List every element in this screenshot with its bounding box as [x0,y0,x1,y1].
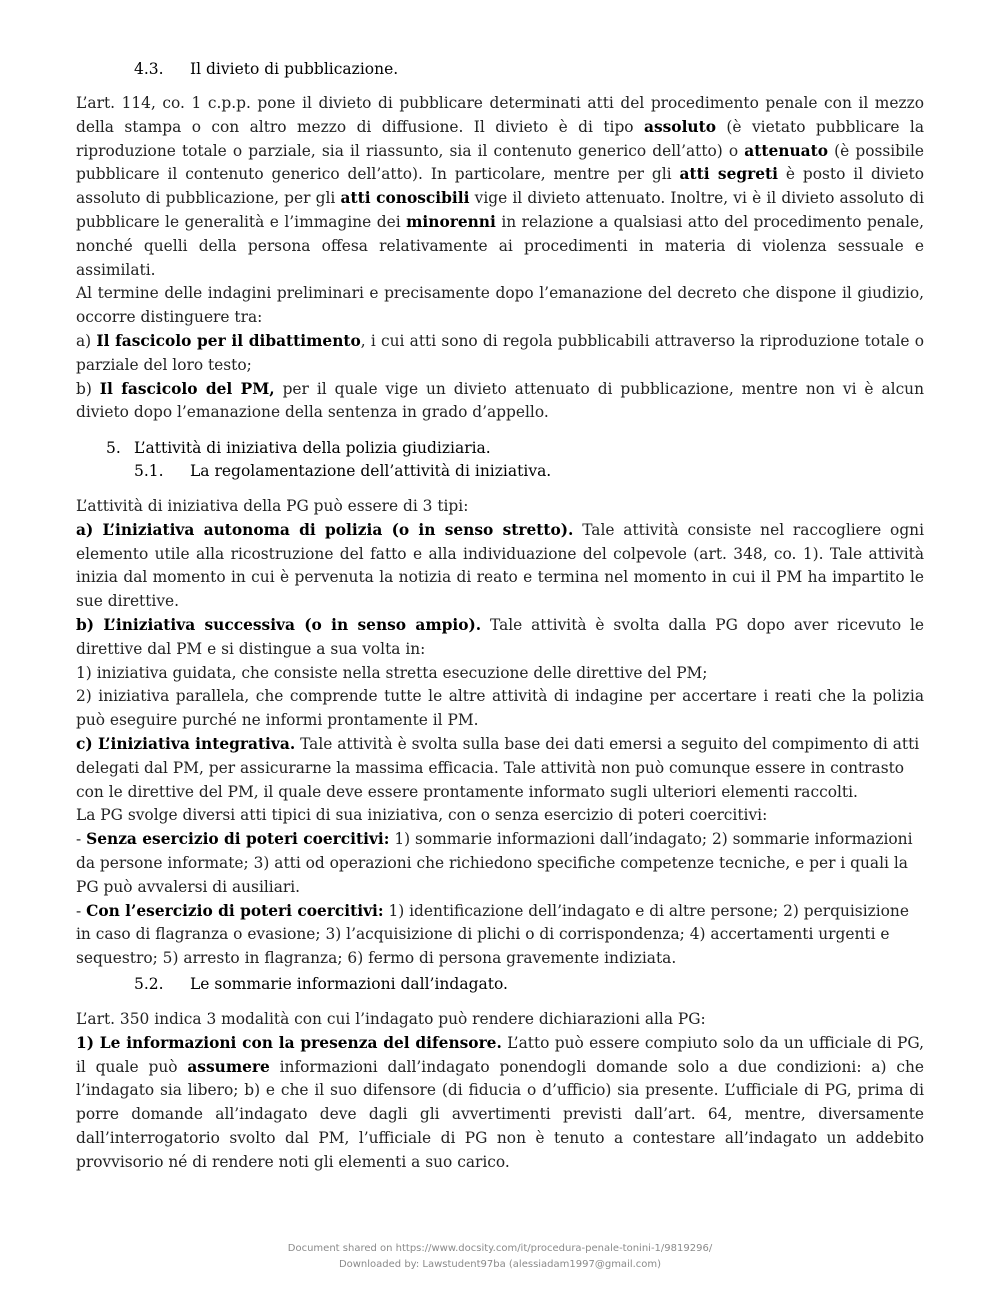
text-run: L’art. 114, co. 1 c.p.p. pone il divieto di pubblicare determinati atti del procedimento penale con il mezzo della stampa o con altro mezzo di diffusione. Il divieto è di tipo [76,94,924,136]
bold-term: 1) Le informazioni con la presenza del difensore. [76,1033,502,1052]
heading-4-3 [134,60,398,78]
list-marker: b) [76,379,100,398]
heading-title: Il divieto di pubblicazione. [190,60,399,78]
bold-term: a) L’iniziativa autonoma di polizia (o in senso stretto). [76,520,574,539]
list-marker: a) [76,331,97,350]
footer-shared-link: Document shared on https://www.docsity.com/it/procedura-penale-tonini-1/9819296/ [287,1243,713,1254]
heading-5-2 [134,975,508,993]
paragraph [76,614,924,662]
section-4-3-body [76,92,924,425]
paragraph [76,733,924,804]
bold-term: assumere [187,1057,270,1076]
heading-number: 5.1. [134,462,164,480]
list-item [76,900,924,971]
list-item [76,828,924,899]
text-run: Tale attività consiste nel raccogliere ogni elemento utile alla ricostruzione del fatto e alla individuazione del colpevole (art. 348, co. 1). Tale attività inizia dal momento in cui è pervenuta la notizia di reato e termina nel momento in cui il PM ha impartito le sue direttive. [76,520,925,611]
bold-term: Il fascicolo del PM, [99,379,275,398]
bold-term: Con l’esercizio di poteri coercitivi: [86,901,384,920]
text-run: (è possibile pubblicare il contenuto generico dell’atto). In particolare, mentre per gli [76,141,924,184]
bold-term: b) L’iniziativa successiva (o in senso ampio). [76,615,482,634]
list-marker: - [76,830,87,849]
paragraph [76,92,924,282]
heading-number: 4.3. [134,60,164,78]
paragraph: L’attività di iniziativa della PG può essere di 3 tipi: [76,497,469,515]
list-item: 1) iniziativa guidata, che consiste nella stretta esecuzione delle direttive del PM; [76,663,708,682]
bold-term: assoluto [644,117,716,136]
paragraph: L’art. 350 indica 3 modalità con cui l’indagato può rendere dichiarazioni alla PG: [76,1010,706,1028]
text-run: 1) identificazione dell’indagato e di altre persone; 2) perquisizione in caso di flagranza o evasione; 3) l’acquisizione di plichi o di corrispondenza; 4) accertamenti urgenti e sequestro; 5) arresto in flagranza; 6) fermo di persona gravemente indiziata. [76,901,909,968]
text-run: Tale attività è svolta sulla base dei dati emersi a seguito del compimento di atti delegati dal PM, per assicurarne la massima efficacia. Tale attività non può comunque essere in contrasto con le direttive del PM, il quale deve essere prontamente informato sugli ulteriori elementi raccolti. [76,734,920,801]
bold-term: attenuato [744,141,829,160]
text-run: (è vietato pubblicare la riproduzione totale o parziale, sia il riassunto, sia il contenuto generico dell’atto) o [76,117,925,160]
text-run: 1) sommarie informazioni dall’indagato; 2) sommarie informazioni da persone informate; 3) atti od operazioni che richiedono specifiche competenze tecniche, e per i quali la PG può avvalersi di ausiliari. [76,830,913,896]
text-run: Tale attività è svolta dalla PG dopo aver ricevuto le direttive dal PM e si distingue a sua volta in: [76,615,924,658]
footer-downloaded-by: Downloaded by: Lawstudent97ba (alessiadam1997@gmail.com) [338,1259,662,1270]
text-run: L’atto può essere compiuto solo da un ufficiale di PG, il quale può [76,1033,924,1076]
heading-title: Le sommarie informazioni dall’indagato. [190,975,508,993]
list-marker: - [76,901,87,920]
bold-term: minorenni [406,212,496,231]
heading-title: La regolamentazione dell’attività di iniziativa. [190,462,552,480]
paragraph [76,519,924,614]
section-5-2-body [76,1008,924,1175]
text-run: per il quale vige un divieto attenuato di pubblicazione, mentre non vi è alcun divieto dopo l’emanazione della sentenza in grado d’appello. [76,379,925,422]
heading-number: 5.2. [134,975,164,993]
bold-term: atti segreti [679,165,778,184]
list-item [76,378,924,426]
bold-term: Il fascicolo per il dibattimento [96,331,361,350]
text-run: vige il divieto attenuato. Inoltre, vi è il divieto assoluto di pubblicare le generalità e l’immagine dei [76,189,924,231]
paragraph: La PG svolge diversi atti tipici di sua iniziativa, con o senza esercizio di poteri coercitivi: [76,806,768,825]
bold-term: atti conoscibili [340,189,470,208]
text-run: è posto il divieto assoluto di pubblicazione, per gli [76,165,924,208]
text-run: in relazione a qualsiasi atto del procedimento penale, nonché quelli della persona offesa relativamente ai procedimenti in materia di violenza sessuale e assimilati. [76,212,924,279]
heading-5-1 [134,462,551,480]
paragraph [76,1032,924,1175]
bold-term: Senza esercizio di poteri coercitivi: [86,830,390,849]
list-item: 2) iniziativa parallela, che comprende tutte le altre attività di indagine per accertare i reati che la polizia può eseguire purché ne informi prontamente il PM. [76,687,924,730]
text-run: informazioni dall’indagato ponendogli domande solo a due condizioni: a) che l’indagato sia libero; b) e che il suo difensore (di fiducia o d’ufficio) sia presente. L’ufficiale di PG, prima di porre domande all’indagato deve dagli gli avvertimenti previsti dall’art. 64, mentre, diversamente dall’interrogatorio svolto dal PM, l’ufficiale di PG non è tenuto a contestare all’indagato un addebito provvisorio né di rendere noti gli elementi a suo carico. [76,1057,924,1171]
text-run: , i cui atti sono di regola pubblicabili attraverso la riproduzione totale o parziale del loro testo; [76,331,924,374]
heading-5 [106,439,491,457]
heading-title: L’attività di iniziativa della polizia giudiziaria. [134,439,491,457]
heading-number: 5. [106,439,121,457]
list-item [76,330,924,378]
section-5-1-body [76,495,924,971]
bold-term: c) L’iniziativa integrativa. [76,734,296,753]
paragraph: Al termine delle indagini preliminari e precisamente dopo l’emanazione del decreto che dispone il giudizio, occorre distinguere tra: [76,284,924,327]
